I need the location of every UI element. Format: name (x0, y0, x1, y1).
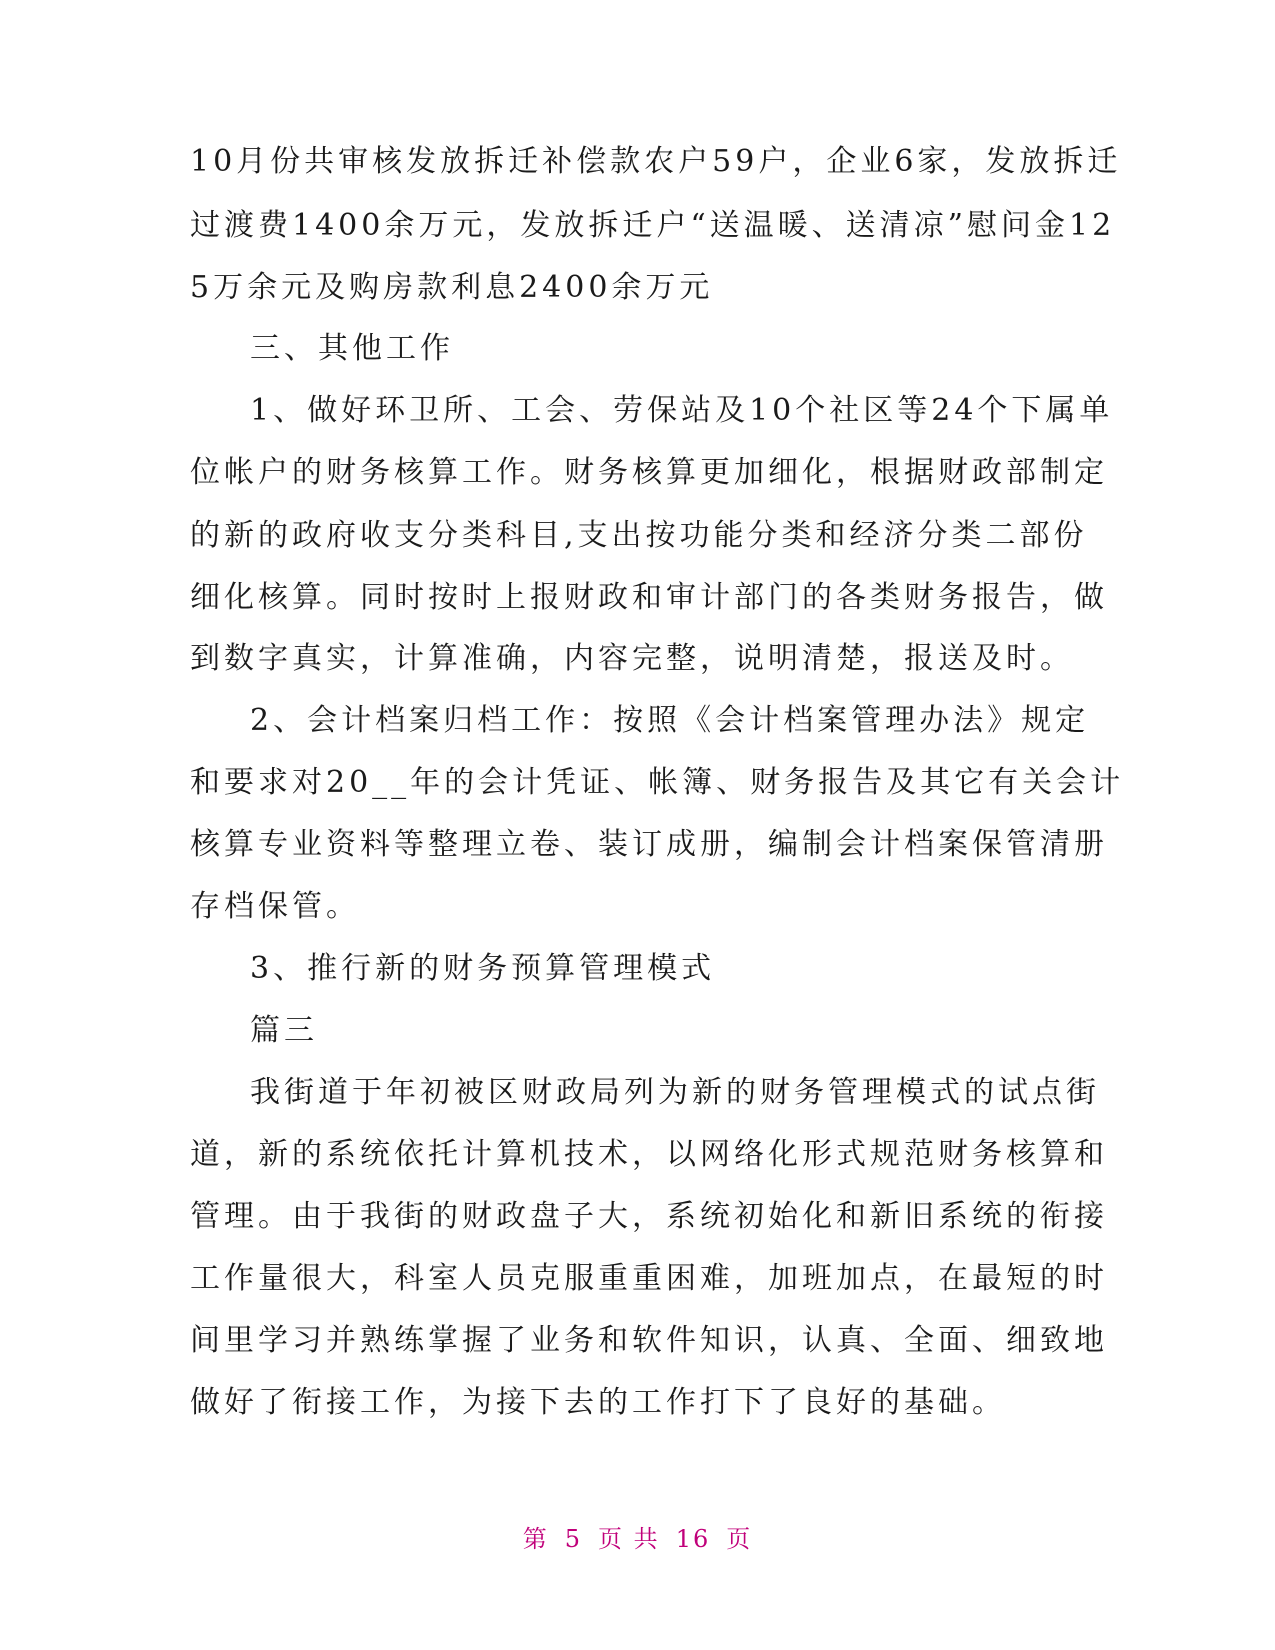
body-line: 工作量很大，科室人员克服重重困难，加班加点，在最短的时 (190, 1261, 1108, 1296)
section-heading: 三、其他工作 (250, 331, 454, 366)
footer-page-number: 5 (564, 1525, 583, 1553)
body-line: 和要求对20__年的会计凭证、帐簿、财务报告及其它有关会计 (190, 765, 1125, 800)
body-line: 10月份共审核发放拆迁补偿款农户59户，企业6家，发放拆迁 (190, 144, 1122, 179)
body-line: 5万余元及购房款利息2400余万元 (190, 270, 714, 305)
section-heading: 篇三 (250, 1013, 318, 1048)
body-line: 的新的政府收支分类科目,支出按功能分类和经济分类二部份 (190, 518, 1088, 553)
body-line: 间里学习并熟练掌握了业务和软件知识，认真、全面、细致地 (190, 1323, 1108, 1358)
body-line: 1、做好环卫所、工会、劳保站及10个社区等24个下属单 (250, 393, 1114, 428)
body-line: 存档保管。 (190, 889, 360, 924)
footer-suffix: 页 (726, 1525, 753, 1553)
page-footer (0, 1524, 1275, 1554)
body-line: 做好了衔接工作，为接下去的工作打下了良好的基础。 (190, 1385, 1006, 1420)
body-line: 道，新的系统依托计算机技术，以网络化形式规范财务核算和 (190, 1137, 1108, 1172)
body-line: 3、推行新的财务预算管理模式 (250, 951, 716, 986)
body-line: 核算专业资料等整理立卷、装订成册，编制会计档案保管清册 (190, 827, 1108, 862)
body-line: 我街道于年初被区财政局列为新的财务管理模式的试点街 (250, 1075, 1100, 1110)
body-line: 2、会计档案归档工作：按照《会计档案管理办法》规定 (250, 703, 1090, 738)
footer-total-pages: 16 (675, 1525, 711, 1553)
body-line: 位帐户的财务核算工作。财务核算更加细化，根据财政部制定 (190, 455, 1108, 490)
body-line: 细化核算。同时按时上报财政和审计部门的各类财务报告，做 (190, 580, 1108, 615)
body-line: 管理。由于我街的财政盘子大，系统初始化和新旧系统的衔接 (190, 1199, 1108, 1234)
body-line: 到数字真实，计算准确，内容完整，说明清楚，报送及时。 (190, 641, 1074, 676)
footer-prefix: 第 (522, 1525, 549, 1553)
body-line: 过渡费1400余万元，发放拆迁户“送温暖、送清凉”慰问金12 (190, 208, 1116, 243)
footer-mid: 页 共 (598, 1525, 660, 1553)
